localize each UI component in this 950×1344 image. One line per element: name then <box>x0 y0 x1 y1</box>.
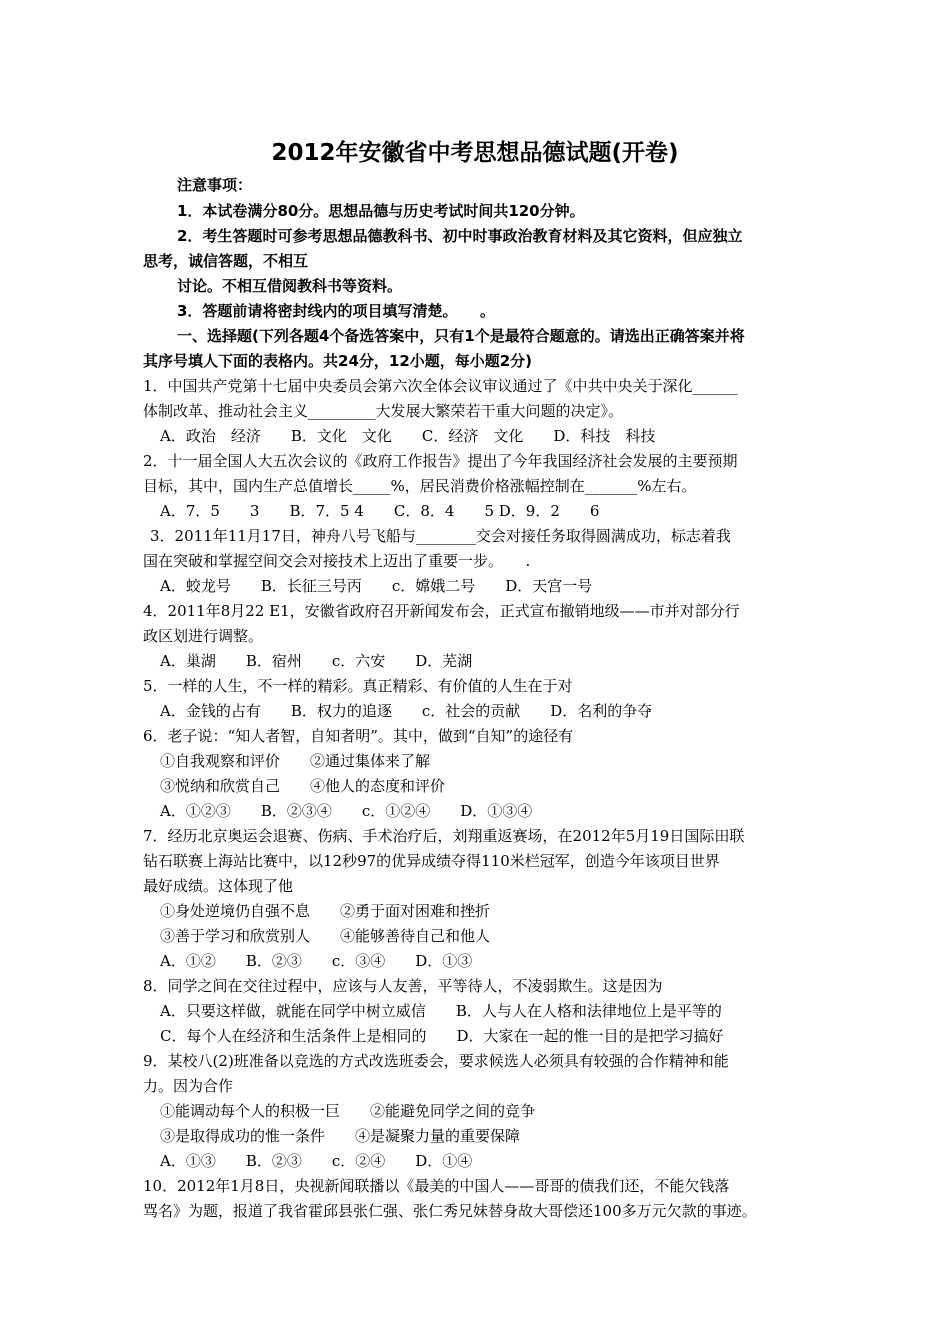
question-9-line-2: 力。因为合作 <box>143 1077 234 1095</box>
question-3-line-2: 国在突破和掌握空间交会对接技术上迈出了重要一步。 . <box>143 552 531 570</box>
note-2-line-3: 讨论。不相互借阅教科书等资料。 <box>177 277 403 295</box>
notes-heading: 注意事项： <box>177 176 253 194</box>
question-9-statements-1: ①能调动每个人的积极一巨 ②能避免同学之间的竞争 <box>160 1102 536 1120</box>
question-2-options: A．7．5 3 B．7．5 4 C．8．4 5 D．9．2 6 <box>160 502 600 520</box>
question-8-options-1: A．只要这样做，就能在同学中树立威信 B．人与人在人格和法律地位上是平等的 <box>160 1002 722 1020</box>
question-3-line-1: 3．2011年11月17日，神舟八号飞船与________交会对接任务取得圆满成功，标志着我 <box>150 527 731 545</box>
question-7-statements-2: ③善于学习和欣赏别人 ④能够善待自己和他人 <box>160 927 491 945</box>
question-4-line-2: 政区划进行调整。 <box>143 627 264 645</box>
question-9-line-1: 9．某校八(2)班准备以竞选的方式改选班委会，要求候选人必须具有较强的合作精神和能 <box>143 1052 729 1070</box>
question-2-line-1: 2．十一届全国人大五次会议的《政府工作报告》提出了今年我国经济社会发展的主要预期 <box>143 452 738 470</box>
question-8-options-2: C．每个人在经济和生活条件上是相同的 D．大家在一起的惟一目的是把学习搞好 <box>160 1027 724 1045</box>
question-6-statements-2: ③悦纳和欣赏自己 ④他人的态度和评价 <box>160 777 446 795</box>
question-1-line-2: 体制改革、推动社会主义_________大发展大繁荣若干重大问题的决定》。 <box>143 402 624 420</box>
question-6-statements-1: ①自我观察和评价 ②通过集体来了解 <box>160 752 431 770</box>
question-6-line-1: 6．老子说：“知人者智，自知者明”。其中，做到“自知”的途径有 <box>143 727 574 745</box>
question-8-line-1: 8．同学之间在交往过程中，应该与人友善，平等待人，不凌弱欺生。这是因为 <box>143 977 663 995</box>
question-4-line-1: 4．2011年8月22 E1，安徽省政府召开新闻发布会，正式宣布撤销地级——市并对部分行 <box>143 602 740 620</box>
note-1: 1．本试卷满分80分。思想品德与历史考试时间共120分钟。 <box>177 202 585 220</box>
question-4-options: A．巢湖 B．宿州 c．六安 D．芜湖 <box>160 652 473 670</box>
question-9-options: A．①③ B．②③ c．②④ D．①④ <box>160 1152 473 1170</box>
question-7-options: A．①② B．②③ c．③④ D．①③ <box>160 952 473 970</box>
note-2-line-2: 思考，诚信答题，不相互 <box>143 252 309 270</box>
question-1-options: A．政治 经济 B．文化 文化 C．经济 文化 D．科技 科技 <box>160 427 656 445</box>
question-5-options: A．金钱的占有 B．权力的追逐 c．社会的贡献 D．名利的争夺 <box>160 702 653 720</box>
question-7-line-1: 7．经历北京奥运会退赛、伤病、手术治疗后，刘翔重返赛场，在2012年5月19日国际田联 <box>143 827 745 845</box>
section-1-heading-line-1: 一、选择题(下列各题4个备选答案中，只有1个是最符合题意的。请选出正确答案并将 <box>177 327 745 345</box>
question-3-options: A．蛟龙号 B．长征三号丙 c．嫦娥二号 D．天宫一号 <box>160 577 593 595</box>
note-3: 3．答题前请将密封线内的项目填写清楚。 。 <box>177 302 495 320</box>
note-2-line-1: 2．考生答题时可参考思想品德教科书、初中时事政治教育材料及其它资料，但应独立 <box>177 227 743 245</box>
question-1-line-1: 1．中国共产党第十七届中央委员会第六次全体会议审议通过了《中共中央关于深化______ <box>143 377 738 395</box>
question-10-line-2: 骂名》为题，报道了我省霍邱县张仁强、张仁秀兄妹替身故大哥偿还100多万元欠款的事迹。 <box>143 1202 757 1220</box>
question-7-statements-1: ①身处逆境仍自强不息 ②勇于面对困难和挫折 <box>160 902 491 920</box>
page-title: 2012年安徽省中考思想品德试题(开卷) <box>271 140 679 166</box>
question-5-line-1: 5．一样的人生，不一样的精彩。真正精彩、有价值的人生在于对 <box>143 677 573 695</box>
section-1-heading-line-2: 其序号填人下面的表格内。共24分，12小题，每小题2分) <box>143 352 533 370</box>
question-7-line-3: 最好成绩。这体现了他 <box>143 877 294 895</box>
question-2-line-2: 目标，其中，国内生产总值增长_____%，居民消费价格涨幅控制在_______%左右。 <box>143 477 697 495</box>
question-9-statements-2: ③是取得成功的惟一条件 ④是凝聚力量的重要保障 <box>160 1127 521 1145</box>
question-10-line-1: 10．2012年1月8日，央视新闻联播以《最美的中国人——哥哥的债我们还，不能欠钱落 <box>143 1177 730 1195</box>
question-7-line-2: 钻石联赛上海站比赛中，以12秒97的优异成绩夺得110米栏冠军，创造今年该项目世界 <box>143 852 720 870</box>
question-6-options: A．①②③ B．②③④ c．①②④ D．①③④ <box>160 802 533 820</box>
